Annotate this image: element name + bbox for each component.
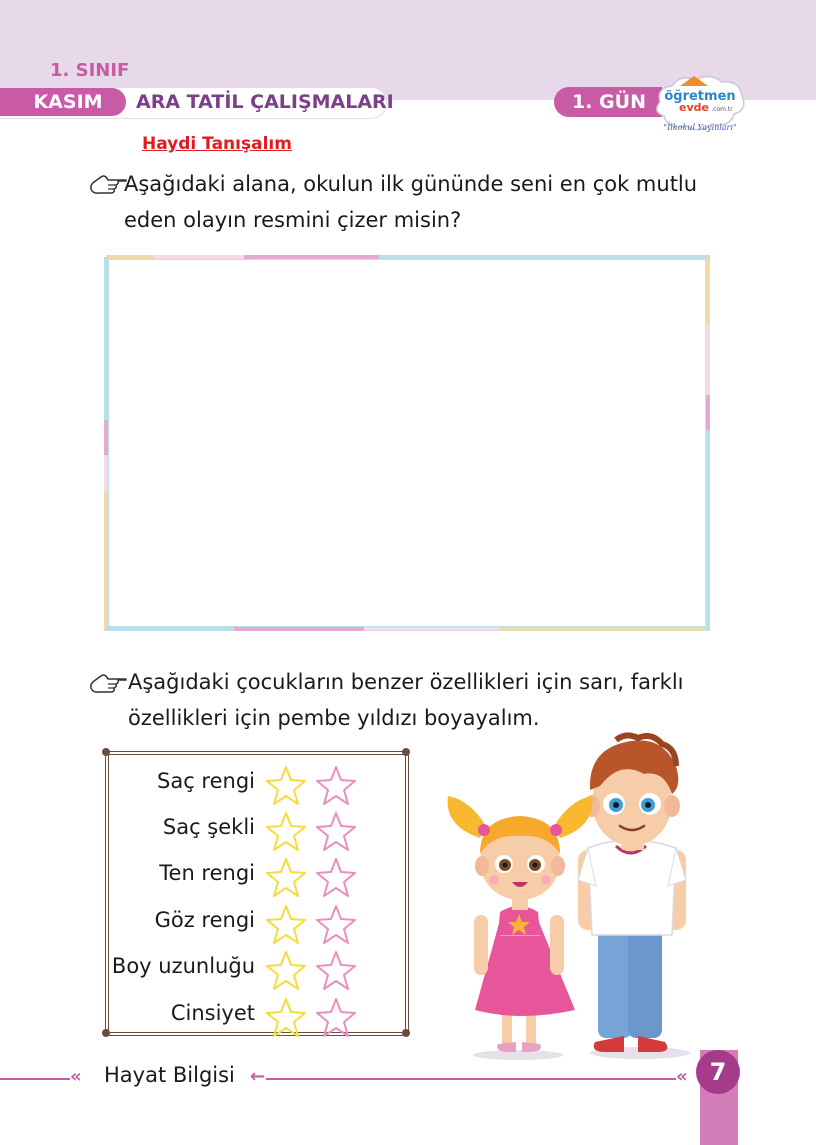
frame-corner [402, 748, 410, 756]
feature-row [109, 857, 405, 903]
feature-row [109, 904, 405, 950]
question1-line1: Aşağıdaki alana, okulun ilk gününde seni en çok mutlu [124, 172, 698, 196]
pointing-hand-icon [88, 669, 128, 695]
feature-label: Ten rengi [159, 861, 255, 885]
footer-rule-right [266, 1078, 676, 1080]
footer-rule-left [0, 1078, 70, 1080]
frame-corner [102, 748, 110, 756]
page-number: 7 [696, 1050, 740, 1094]
yellow-star-icon[interactable] [265, 904, 307, 946]
pink-star-icon[interactable] [315, 904, 357, 946]
features-table [105, 751, 409, 1036]
arrow-left-icon: ← [250, 1066, 266, 1087]
section-title: Haydi Tanışalım [142, 134, 292, 154]
yellow-star-icon[interactable] [265, 811, 307, 853]
day-badge: 1. GÜN [554, 87, 662, 117]
question1-line2: eden olayın resmini çizer misin? [124, 208, 462, 232]
pink-star-icon[interactable] [315, 857, 357, 899]
yellow-star-icon[interactable] [265, 950, 307, 992]
pointing-hand-icon [88, 170, 128, 196]
yellow-star-icon[interactable] [265, 997, 307, 1039]
chevron-left-icon: « [70, 1066, 82, 1087]
question2-line1: Aşağıdaki çocukların benzer özellikleri için sarı, farklı [128, 670, 684, 694]
yellow-star-icon[interactable] [265, 857, 307, 899]
page-title: ARA TATİL ÇALIŞMALARI [136, 91, 394, 113]
frame-corner [102, 1029, 110, 1037]
boy-figure [578, 735, 686, 1052]
feature-row [109, 765, 405, 811]
question2-line2: özellikleri için pembe yıldızı boyayalım. [128, 706, 540, 730]
grade-label: 1. SINIF [50, 60, 130, 81]
pink-star-icon[interactable] [315, 950, 357, 992]
logo-text-sub: evde [679, 101, 709, 114]
children-illustration [440, 730, 700, 1065]
pink-star-icon[interactable] [315, 997, 357, 1039]
chevron-left-icon: « [676, 1066, 688, 1087]
logo-tagline: "İlkokul Yayınları" [663, 123, 737, 132]
logo-domain: .com.tr [711, 106, 733, 113]
feature-label: Cinsiyet [170, 1001, 255, 1025]
publisher-logo [650, 70, 750, 140]
feature-row [109, 811, 405, 857]
feature-label: Göz rengi [154, 908, 255, 932]
drawing-area-border [104, 255, 712, 633]
pink-star-icon[interactable] [315, 765, 357, 807]
feature-label: Boy uzunluğu [111, 954, 255, 978]
feature-label: Saç rengi [157, 769, 255, 793]
month-badge: KASIM [0, 88, 126, 116]
pink-star-icon[interactable] [315, 811, 357, 853]
subject-label: Hayat Bilgisi [104, 1063, 235, 1087]
feature-row [109, 950, 405, 996]
girl-figure [448, 796, 593, 1052]
logo-text-main: öğretmen [664, 89, 736, 104]
feature-label: Saç şekli [162, 815, 255, 839]
yellow-star-icon[interactable] [265, 765, 307, 807]
feature-row [109, 997, 405, 1043]
frame-corner [402, 1029, 410, 1037]
